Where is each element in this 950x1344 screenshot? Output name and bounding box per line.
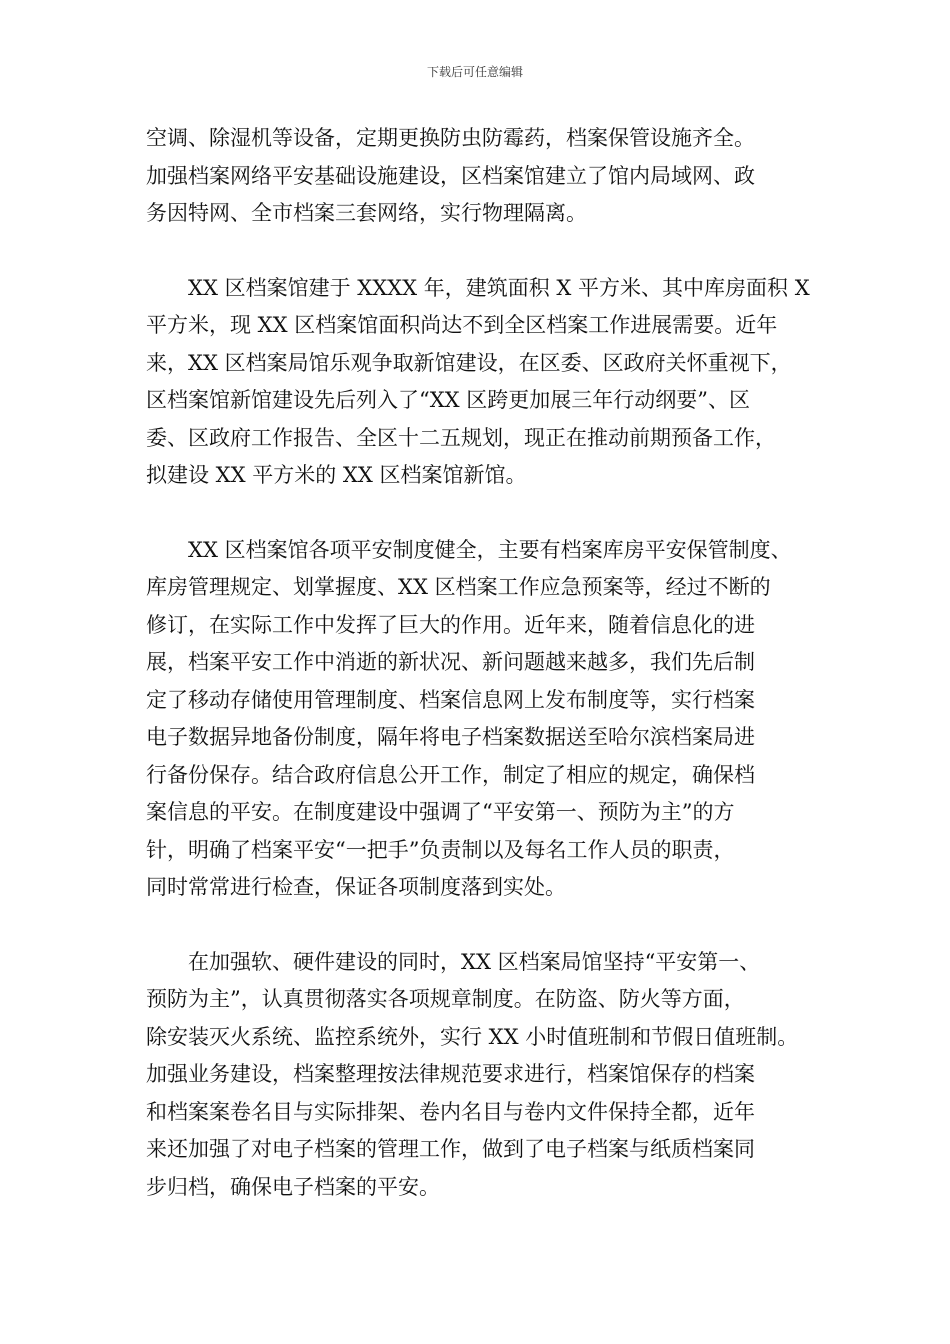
text-line: 展，档案平安工作中消逝的新状况、新问题越来越多，我们先后制 (146, 650, 755, 674)
text-line: 行备份保存。结合政府信息公开工作，制定了相应的规定，确保档 (146, 762, 755, 787)
text-line: 同时常常进行检查，保证各项制度落到实处。 (146, 875, 566, 899)
text-line: 步归档，确保电子档案的平安。 (146, 1174, 440, 1199)
text-line: 修订，在实际工作中发挥了巨大的作用。近年来，随着信息化的进 (146, 612, 755, 637)
text-line: 电子数据异地备份制度，隔年将电子档案数据送至哈尔滨档案局进 (146, 725, 755, 749)
paragraph-gap (146, 233, 811, 270)
text-line: 加强业务建设，档案整理按法律规范要求进行，档案馆保存的档案 (146, 1062, 755, 1086)
text-line: 在加强软、硬件建设的同时，XX 区档案局馆坚持“平安第一、 (188, 949, 761, 974)
text-line: 定了移动存储使用管理制度、档案信息网上发布制度等，实行档案 (146, 687, 755, 712)
paragraph (146, 944, 811, 1207)
text-line: 来还加强了对电子档案的管理工作，做到了电子档案与纸质档案同 (146, 1137, 755, 1161)
text-line: 案信息的平安。在制度建设中强调了“平安第一、预防为主”的方 (146, 800, 735, 824)
text-line: 区档案馆新馆建设先后列入了“XX 区跨更加展三年行动纲要”、区 (146, 388, 751, 412)
paragraph (146, 532, 811, 907)
document-body (146, 120, 811, 1206)
paragraph (146, 270, 811, 495)
text-line: 空调、除湿机等设备，定期更换防虫防霉药，档案保管设施齐全。 (146, 126, 755, 150)
text-line: 务因特网、全市档案三套网络，实行物理隔离。 (146, 201, 587, 225)
paragraph-gap (146, 495, 811, 532)
text-line: 平方米，现 XX 区档案馆面积尚达不到全区档案工作进展需要。近年 (146, 313, 778, 337)
text-line: 针，明确了档案平安“一把手”负责制以及每名工作人员的职责， (146, 837, 735, 862)
text-line: XX 区档案馆建于 XXXX 年，建筑面积 X 平方米、其中库房面积 X (188, 275, 810, 300)
text-line: XX 区档案馆各项平安制度健全，主要有档案库房平安保管制度、 (188, 537, 792, 562)
text-line: 拟建设 XX 平方米的 XX 区档案馆新馆。 (146, 463, 527, 487)
text-line: 除安装灭火系统、监控系统外，实行 XX 小时值班制和节假日值班制。 (146, 1024, 799, 1049)
text-line: 委、区政府工作报告、全区十二五规划，现正在推动前期预备工作， (146, 425, 776, 450)
text-line: 加强档案网络平安基础设施建设，区档案馆建立了馆内局域网、政 (146, 163, 755, 188)
paragraph-gap (146, 907, 811, 944)
text-line: 预防为主”，认真贯彻落实各项规章制度。在防盗、防火等方面， (146, 987, 745, 1011)
text-line: 库房管理规定、划掌握度、XX 区档案工作应急预案等，经过不断的 (146, 575, 771, 599)
text-line: 来，XX 区档案局馆乐观争取新馆建设，在区委、区政府关怀重视下， (146, 350, 792, 375)
paragraph (146, 120, 811, 233)
page-header: 下载后可任意编辑 (426, 65, 523, 79)
text-line: 和档案案卷名目与实际排架、卷内名目与卷内文件保持全都，近年 (146, 1099, 755, 1124)
